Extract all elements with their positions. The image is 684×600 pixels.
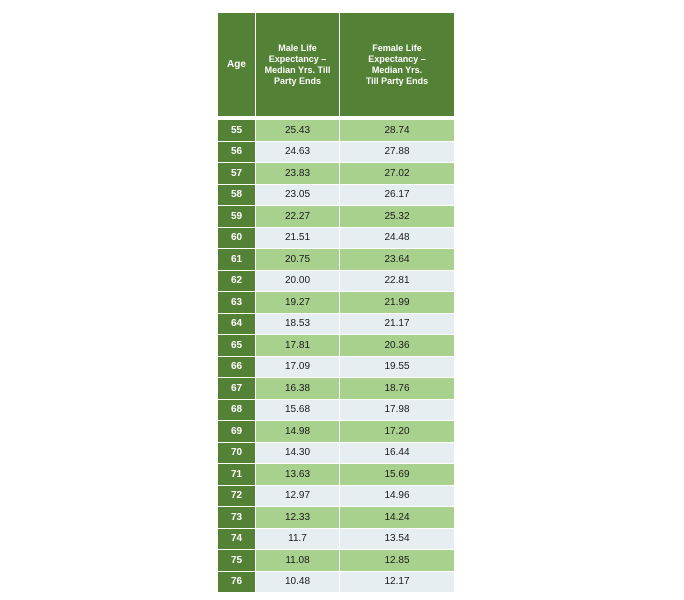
male-value-cell: 12.33 (256, 507, 340, 528)
female-value-cell: 21.99 (340, 292, 454, 313)
female-value-cell: 23.64 (340, 249, 454, 270)
female-value-cell: 19.55 (340, 357, 454, 378)
female-value-cell: 14.96 (340, 486, 454, 507)
male-value-cell: 19.27 (256, 292, 340, 313)
age-cell: 63 (218, 292, 256, 313)
table-row (218, 292, 454, 314)
male-value-cell: 17.81 (256, 335, 340, 356)
age-cell: 73 (218, 507, 256, 528)
table-row (218, 163, 454, 185)
header-male-line: Median Yrs. Till (264, 64, 331, 75)
table-row (218, 572, 454, 594)
female-value-cell: 24.48 (340, 228, 454, 249)
age-cell: 60 (218, 228, 256, 249)
male-value-cell: 22.27 (256, 206, 340, 227)
male-value-cell: 11.7 (256, 529, 340, 550)
life-expectancy-table (218, 13, 454, 593)
female-value-cell: 12.17 (340, 572, 454, 593)
age-cell: 62 (218, 271, 256, 292)
male-value-cell: 25.43 (256, 120, 340, 141)
male-value-cell: 13.63 (256, 464, 340, 485)
header-male-line: Expectancy – (268, 53, 327, 64)
table-row (218, 464, 454, 486)
age-cell: 74 (218, 529, 256, 550)
table-row (218, 400, 454, 422)
age-cell: 71 (218, 464, 256, 485)
age-cell: 61 (218, 249, 256, 270)
header-male-line: Party Ends (273, 75, 321, 86)
age-cell: 68 (218, 400, 256, 421)
female-value-cell: 26.17 (340, 185, 454, 206)
table-row (218, 206, 454, 228)
female-value-cell: 16.44 (340, 443, 454, 464)
male-value-cell: 12.97 (256, 486, 340, 507)
age-cell: 72 (218, 486, 256, 507)
female-value-cell: 21.17 (340, 314, 454, 335)
header-male-line: Male Life (278, 42, 317, 53)
male-value-cell: 18.53 (256, 314, 340, 335)
age-cell: 69 (218, 421, 256, 442)
table-row (218, 378, 454, 400)
table-row (218, 185, 454, 207)
male-value-cell: 15.68 (256, 400, 340, 421)
table-row (218, 271, 454, 293)
header-male-life-expectancy (256, 13, 340, 116)
male-value-cell: 14.98 (256, 421, 340, 442)
table-row (218, 314, 454, 336)
age-cell: 70 (218, 443, 256, 464)
table-body (218, 120, 454, 593)
table-row (218, 142, 454, 164)
male-value-cell: 16.38 (256, 378, 340, 399)
female-value-cell: 12.85 (340, 550, 454, 571)
age-cell: 56 (218, 142, 256, 163)
male-value-cell: 23.05 (256, 185, 340, 206)
male-value-cell: 21.51 (256, 228, 340, 249)
female-value-cell: 15.69 (340, 464, 454, 485)
table-row (218, 529, 454, 551)
female-value-cell: 20.36 (340, 335, 454, 356)
header-female-line: Till Party Ends (365, 75, 429, 86)
female-value-cell: 25.32 (340, 206, 454, 227)
table-row (218, 443, 454, 465)
header-female-line: Median Yrs. (371, 64, 423, 75)
table-row (218, 249, 454, 271)
table-row (218, 228, 454, 250)
header-female-line: Female Life (372, 42, 422, 53)
table-row (218, 421, 454, 443)
age-cell: 66 (218, 357, 256, 378)
male-value-cell: 14.30 (256, 443, 340, 464)
male-value-cell: 20.75 (256, 249, 340, 270)
age-cell: 64 (218, 314, 256, 335)
table-row (218, 486, 454, 508)
table-header (218, 13, 454, 118)
female-value-cell: 28.74 (340, 120, 454, 141)
female-value-cell: 18.76 (340, 378, 454, 399)
age-cell: 67 (218, 378, 256, 399)
header-age: Age (218, 13, 256, 116)
female-value-cell: 22.81 (340, 271, 454, 292)
header-female-life-expectancy (340, 13, 454, 116)
header-female-line: Expectancy – (368, 53, 426, 64)
age-cell: 57 (218, 163, 256, 184)
table-row (218, 550, 454, 572)
table-row (218, 335, 454, 357)
age-cell: 65 (218, 335, 256, 356)
age-cell: 76 (218, 572, 256, 593)
male-value-cell: 23.83 (256, 163, 340, 184)
table-row (218, 507, 454, 529)
female-value-cell: 14.24 (340, 507, 454, 528)
female-value-cell: 27.02 (340, 163, 454, 184)
male-value-cell: 11.08 (256, 550, 340, 571)
female-value-cell: 17.98 (340, 400, 454, 421)
male-value-cell: 17.09 (256, 357, 340, 378)
age-cell: 55 (218, 120, 256, 141)
age-cell: 59 (218, 206, 256, 227)
female-value-cell: 17.20 (340, 421, 454, 442)
table-row (218, 120, 454, 142)
female-value-cell: 13.54 (340, 529, 454, 550)
male-value-cell: 20.00 (256, 271, 340, 292)
age-cell: 75 (218, 550, 256, 571)
male-value-cell: 10.48 (256, 572, 340, 593)
female-value-cell: 27.88 (340, 142, 454, 163)
age-cell: 58 (218, 185, 256, 206)
male-value-cell: 24.63 (256, 142, 340, 163)
table-row (218, 357, 454, 379)
